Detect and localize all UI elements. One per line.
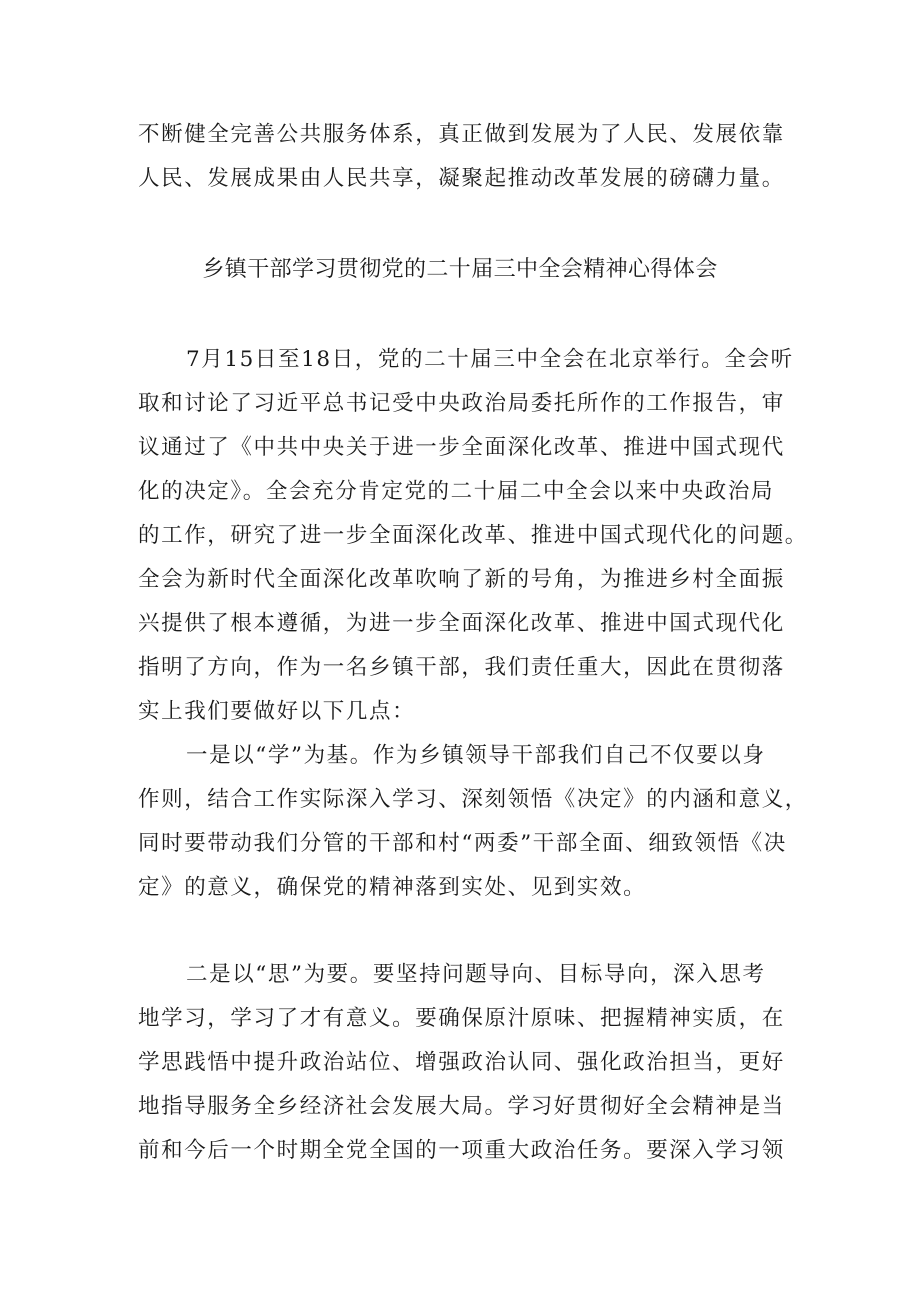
paragraph1-line-9: 实上我们要做好以下几点：: [138, 699, 416, 724]
paragraph2-line-4: 定》的意义，确保党的精神落到实处、见到实效。: [138, 875, 647, 900]
paragraph2-line-1: 一是以“学”为基。作为乡镇领导干部我们自己不仅要以身: [186, 743, 766, 768]
paragraph3-line-5: 前和今后一个时期全党全国的一项重大政治任务。要深入学习领: [138, 1138, 785, 1163]
paragraph1-line-7: 兴提供了根本遵循，为进一步全面深化改革、推进中国式现代化: [138, 611, 785, 636]
paragraph3-line-3: 学思践悟中提升政治站位、增强政治认同、强化政治担当，更好: [138, 1050, 785, 1075]
paragraph3-line-4: 地指导服务全乡经济社会发展大局。学习好贯彻好全会精神是当: [138, 1094, 785, 1119]
intro-line-1: 不断健全完善公共服务体系，真正做到发展为了人民、发展依靠: [138, 122, 785, 147]
paragraph1-line-4: 化的决定》。全会充分肯定党的二十届二中全会以来中央政治局: [138, 479, 775, 504]
document-title: 乡镇干部学习贯彻党的二十届三中全会精神心得体会: [202, 257, 718, 282]
paragraph1-line-1: 7月15日至18日，党的二十届三中全会在北京举行。全会听: [186, 347, 794, 372]
paragraph1-line-6: 全会为新时代全面深化改革吹响了新的号角，为推进乡村全面振: [138, 567, 785, 592]
paragraph2-line-2: 作则，结合工作实际深入学习、深刻领悟《决定》的内涵和意义，: [138, 787, 808, 812]
intro-line-2: 人民、发展成果由人民共享，凝聚起推动改革发展的磅礴力量。: [138, 166, 785, 191]
paragraph3-line-2: 地学习，学习了才有意义。要确保原汁原味、把握精神实质，在: [138, 1006, 785, 1031]
paragraph1-line-5: 的工作，研究了进一步全面深化改革、推进中国式现代化的问题。: [138, 523, 808, 548]
paragraph3-line-1: 二是以“思”为要。要坚持问题导向、目标导向，深入思考: [186, 962, 766, 987]
paragraph1-line-8: 指明了方向，作为一名乡镇干部，我们责任重大，因此在贯彻落: [138, 655, 785, 680]
paragraph1-line-3: 议通过了《中共中央关于进一步全面深化改革、推进中国式现代: [138, 435, 785, 460]
paragraph2-line-3: 同时要带动我们分管的干部和村“两委”干部全面、细致领悟《决: [138, 831, 787, 856]
paragraph1-line-2: 取和讨论了习近平总书记受中央政治局委托所作的工作报告，审: [138, 391, 785, 416]
